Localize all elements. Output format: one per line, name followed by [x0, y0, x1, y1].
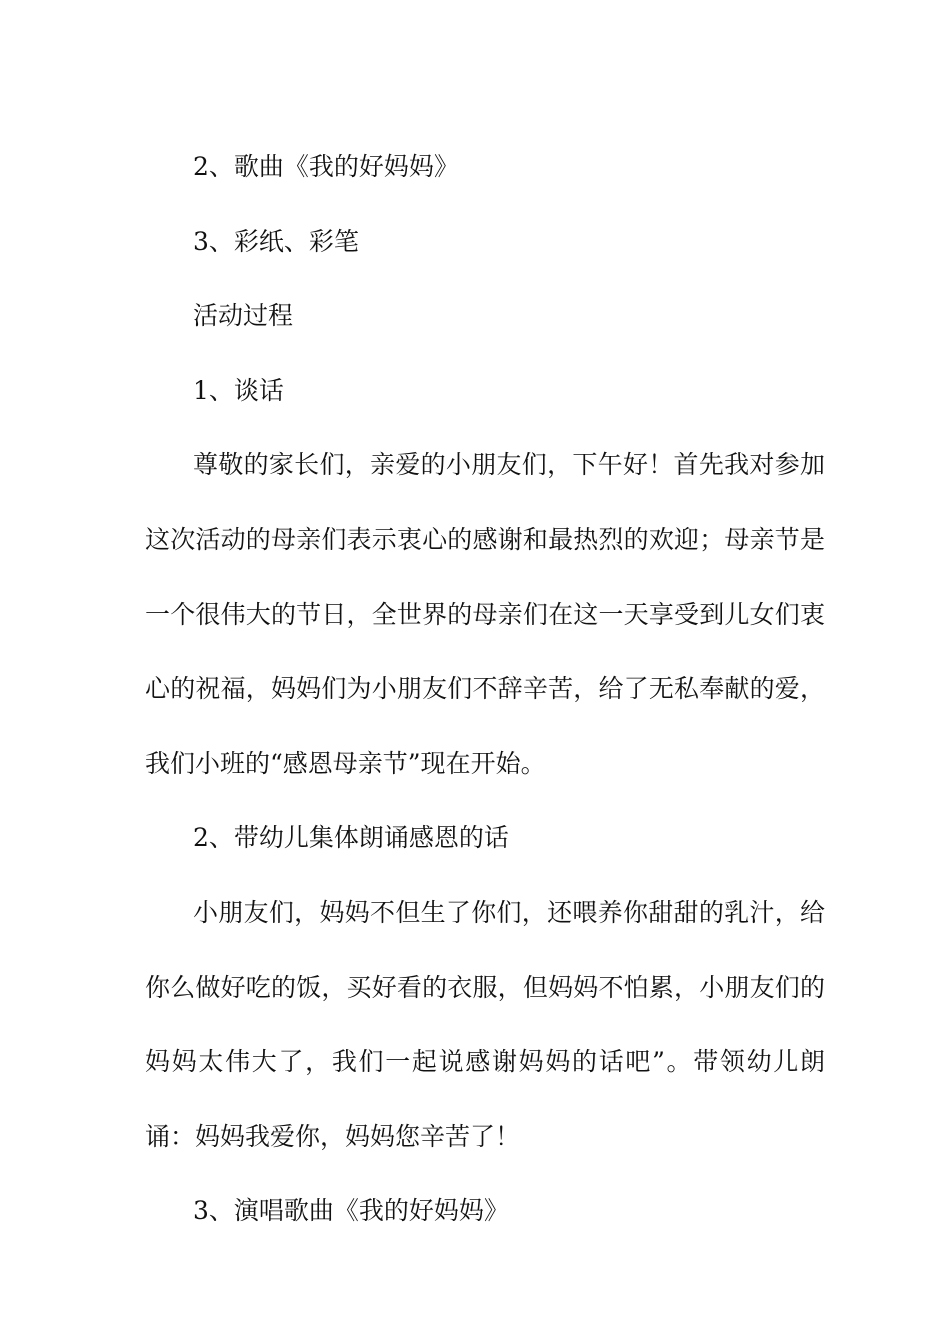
paragraph-recitation: 小朋友们，妈妈不但生了你们，还喂养你甜甜的乳汁，给你么做好吃的饭，买好看的衣服，但妈妈不怕累，小朋友们的妈妈太伟大了，我们一起说感谢妈妈的话吧”。带领幼儿朗诵：妈妈我爱你，妈妈您辛苦了！ — [145, 897, 825, 1151]
document-body — [145, 130, 825, 1249]
paragraph-opening-speech: 尊敬的家长们，亲爱的小朋友们，下午好！首先我对参加这次活动的母亲们表示衷心的感谢和最热烈的欢迎；母亲节是一个很伟大的节日，全世界的母亲们在这一天享受到儿女们衷心的祝福，妈妈们为小朋友们不辞辛苦，给了无私奉献的爱，我们小班的“感恩母亲节”现在开始。 — [145, 450, 825, 778]
section-heading-process: 活动过程 — [193, 301, 294, 331]
step-heading-talk: 1、谈话 — [193, 375, 284, 405]
list-item-song: 2、歌曲《我的好妈妈》 — [193, 152, 459, 181]
list-item-materials: 3、彩纸、彩笔 — [193, 226, 359, 256]
step-heading-recitation: 2、带幼儿集体朗诵感恩的话 — [193, 823, 509, 853]
step-heading-sing: 3、演唱歌曲《我的好妈妈》 — [193, 1196, 509, 1226]
